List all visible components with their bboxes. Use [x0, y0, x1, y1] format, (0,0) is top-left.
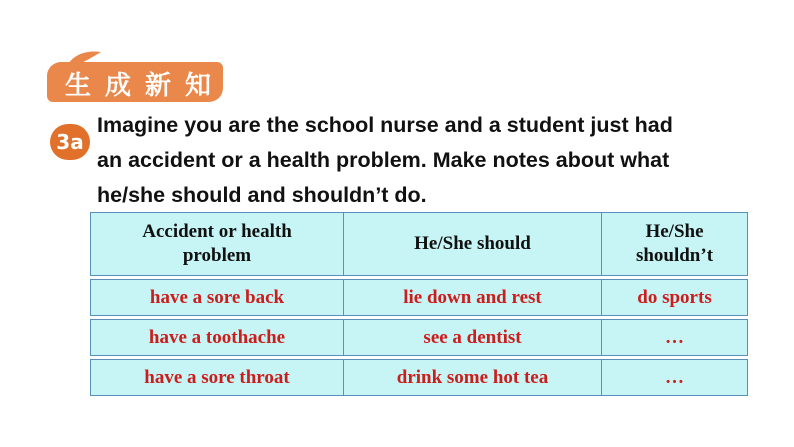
- table-cell: have a toothache: [91, 320, 344, 356]
- instruction-line: Imagine you are the school nurse and a student just had: [97, 113, 673, 137]
- header-cell-should: [344, 213, 602, 276]
- header-text: shouldn’t: [635, 245, 714, 266]
- table-row: [91, 360, 748, 396]
- header-text: problem: [182, 245, 252, 266]
- table-row: [91, 320, 748, 356]
- table-cell: drink some hot tea: [344, 360, 602, 396]
- header-text: Accident or health: [142, 221, 292, 242]
- instruction-line: an accident or a health problem. Make notes about what: [97, 148, 670, 172]
- instruction-line: he/she should and shouldn’t do.: [97, 183, 427, 207]
- table-header-row: [91, 213, 748, 276]
- header-cell-shouldnt: [602, 213, 748, 276]
- table-cell: lie down and rest: [344, 280, 602, 316]
- header-cell-accident: [91, 213, 344, 276]
- exercise-number-badge: 3a: [50, 124, 90, 160]
- table-row: [91, 280, 748, 316]
- notes-table: [90, 212, 748, 396]
- table-cell: have a sore throat: [91, 360, 344, 396]
- section-badge: [47, 50, 227, 106]
- header-text: He/She: [645, 221, 704, 242]
- exercise-instructions: [97, 108, 757, 213]
- header-text: He/She should: [414, 233, 531, 254]
- table-cell: have a sore back: [91, 280, 344, 316]
- section-badge-label: 生成新知: [65, 71, 226, 101]
- table-cell: see a dentist: [344, 320, 602, 356]
- table-cell: …: [602, 360, 748, 396]
- table-cell: …: [602, 320, 748, 356]
- table-cell: do sports: [602, 280, 748, 316]
